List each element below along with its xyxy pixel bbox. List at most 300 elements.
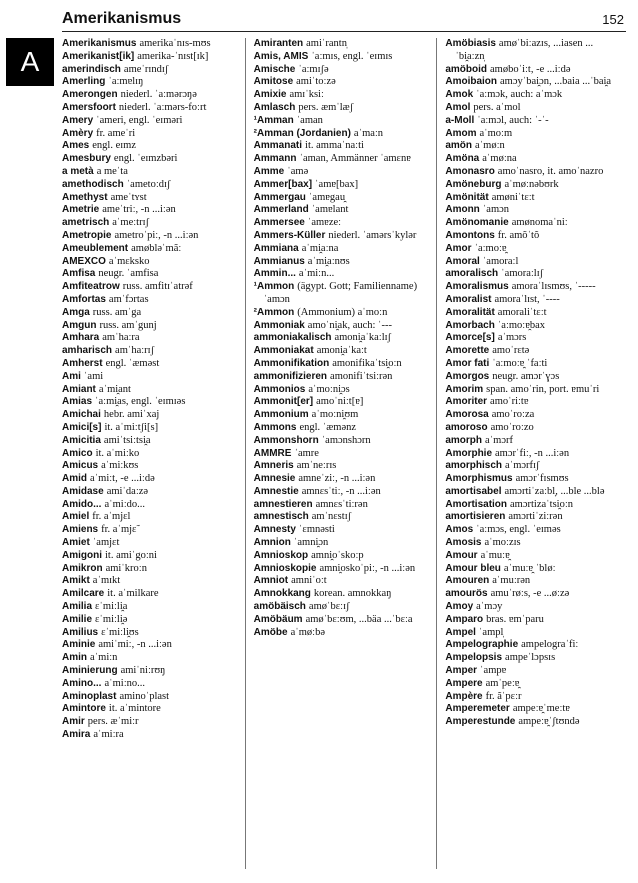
entry-pronunciation: amiˈmiː, -n ...iːən (98, 639, 172, 651)
entry-pronunciation: amoˈriːtɐ (490, 396, 529, 408)
dictionary-entry (62, 550, 239, 563)
dictionary-entry (254, 409, 431, 422)
entry-headword: Amoibaion (445, 76, 498, 88)
entry-pronunciation: aˈmiːt, -e ...iːdə (90, 473, 155, 485)
dictionary-entry (62, 409, 239, 422)
entry-pronunciation: aˈmi̯aːnʊs (307, 255, 350, 267)
entry-headword: Amorbach (445, 319, 495, 331)
dictionary-entry (62, 601, 239, 614)
entry-pronunciation: ˈametoːdɪʃ (126, 178, 171, 190)
entry-headword: Amöneburg (445, 178, 502, 190)
entry-pronunciation: amonifikaˈtsi̯oːn (332, 357, 402, 369)
entry-pronunciation: amoˈrɛtə (492, 345, 530, 357)
entry-headword: Ammiana (253, 242, 299, 254)
entry-pronunciation: amoˈnasro, it. amoˈnazro (497, 165, 604, 177)
entry-headword: Amorim (445, 383, 484, 395)
entry-headword: Amoral (445, 255, 480, 267)
entry-pronunciation: pers. æmˈlæʃ (298, 101, 354, 113)
entry-headword: amnestisch (253, 511, 309, 523)
entry-pronunciation: aˈmiːn... (298, 268, 335, 280)
dictionary-entry (62, 652, 239, 665)
entry-headword: Ampelopsis (445, 652, 503, 664)
entry-pronunciation: amerika-ˈnɪst[ɪk] (137, 50, 209, 62)
entry-headword: Amnesie (253, 473, 296, 485)
dictionary-entry (445, 192, 622, 205)
entry-headword: Aminierung (62, 665, 118, 677)
dictionary-entry (62, 575, 239, 588)
entry-headword: Amortisation (445, 498, 508, 510)
entry-headword: ²Amman (Jordanien) (253, 127, 351, 139)
entry-headword: Amfisa (62, 268, 96, 280)
entry-pronunciation: fr. aˈmjɛl (92, 511, 131, 523)
dictionary-entry (445, 89, 622, 102)
dictionary-entry (254, 64, 431, 77)
entry-headword: Amper (445, 665, 478, 677)
entry-headword: Ammin... (253, 268, 296, 280)
entry-headword: Ametrie (62, 204, 100, 216)
entry-pronunciation: aˈmɪkt (92, 575, 121, 587)
dictionary-entry (254, 435, 431, 448)
entry-pronunciation: aˈmuːɐ̯ (480, 549, 510, 561)
entry-pronunciation: amoˈni̯ak, auch: ˈ--- (307, 319, 393, 331)
dictionary-entry (445, 486, 622, 499)
dictionary-entry (62, 76, 239, 89)
entry-pronunciation: amˈpeːɐ̯ (485, 677, 520, 689)
dictionary-column-2 (245, 38, 437, 869)
entry-pronunciation: ampeːɐ̯ˈʃtʊndə (518, 716, 580, 728)
entry-pronunciation: ˈaːmɔs, engl. ˈeɪməs (476, 524, 561, 536)
dictionary-entry (445, 294, 622, 307)
entry-headword: Amias (62, 396, 93, 408)
entry-headword: Amor (445, 242, 472, 254)
entry-pronunciation: amoraˈlɪsmʊs, ˈ----- (511, 281, 596, 293)
dictionary-entry (445, 614, 622, 627)
dictionary-entry (445, 281, 622, 294)
dictionary-column-3 (436, 38, 628, 869)
entry-pronunciation: it. aˈmintore (108, 703, 161, 715)
dictionary-entry (445, 217, 622, 230)
dictionary-entry (445, 524, 622, 537)
dictionary-entry (254, 473, 431, 486)
dictionary-entry (445, 575, 622, 588)
entry-pronunciation: fr. ãˈpɛːr (485, 690, 522, 702)
entry-headword: Amnion (253, 537, 291, 549)
dictionary-entry (445, 396, 622, 409)
dictionary-entry (254, 76, 431, 89)
entry-headword: Ammonifikation (253, 357, 330, 369)
entry-headword: Amoralist (445, 293, 492, 305)
entry-headword: Amitose (253, 76, 294, 88)
entry-pronunciation: engl. eɪmz (92, 140, 136, 152)
entry-pronunciation: ˈamɐgau̯ (308, 191, 346, 203)
entry-pronunciation: ˈampɐ (480, 665, 507, 677)
dictionary-entry (445, 332, 622, 345)
entry-pronunciation: ˈaːmoːɐ̯ (474, 242, 507, 254)
entry-headword: Amis, AMIS (253, 50, 309, 62)
entry-pronunciation: ampeːɐ̯ˈmeːtɐ (512, 703, 570, 715)
entry-pronunciation: ˈamɐlant (311, 204, 349, 216)
dictionary-entry (254, 166, 431, 179)
entry-pronunciation: ˈaːmɔk, auch: aˈmɔk (476, 89, 563, 101)
running-head: Amerikanismus (62, 10, 182, 27)
entry-pronunciation: amøbləˈmãː (131, 242, 182, 254)
entry-pronunciation: aˈmiːn (90, 652, 118, 664)
dictionary-entry (254, 51, 431, 64)
entry-headword: Ammann (253, 153, 297, 165)
dictionary-entry (62, 511, 239, 524)
dictionary-entry (445, 384, 622, 397)
entry-pronunciation: it. aˈmiːko (95, 447, 140, 459)
dictionary-entry (62, 639, 239, 652)
entry-headword: Ampel (445, 626, 476, 638)
dictionary-entry (62, 460, 239, 473)
entry-pronunciation: ˈamni̯ɔn (293, 537, 329, 549)
entry-headword: Amico (62, 447, 93, 459)
entry-pronunciation: niederl. ˈaːmərɔŋə (120, 89, 197, 101)
dictionary-entry (254, 588, 431, 601)
dictionary-entry (445, 345, 622, 358)
dictionary-entry (62, 268, 239, 281)
entry-pronunciation: amerikaˈnɪs-mʊs (139, 38, 211, 49)
entry-headword: Ampelographie (445, 639, 519, 651)
entry-headword: amön (445, 140, 473, 152)
dictionary-entry (254, 89, 431, 102)
entry-pronunciation: amøniˈtɛːt (491, 191, 535, 203)
entry-pronunciation: amiˈdaːzə (106, 485, 149, 497)
dictionary-entry (445, 448, 622, 461)
entry-headword: ¹Amman (253, 114, 294, 126)
dictionary-entry (254, 358, 431, 371)
entry-headword: Amlasch (253, 101, 296, 113)
entry-headword: Amperestunde (445, 716, 516, 728)
entry-headword: Ameublement (62, 242, 129, 254)
dictionary-entry (62, 294, 239, 307)
entry-headword: ammonifizieren (253, 370, 328, 382)
entry-headword: Amikt (62, 575, 90, 587)
entry-pronunciation: russ. amfitɪˈatrəf (122, 281, 193, 293)
entry-pronunciation: amˈnɛstɪʃ (311, 511, 352, 523)
entry-pronunciation: amonifiˈtsiːrən (330, 370, 393, 382)
entry-headword: Amonasro (445, 165, 495, 177)
entry-pronunciation: engl. ˈeɪmzbəri (113, 153, 178, 165)
entry-headword: Amhara (62, 332, 100, 344)
entry-pronunciation: it. amiˈgoːni (105, 549, 157, 561)
dictionary-entry (445, 64, 622, 77)
entry-pronunciation: ampeˈlɔpsɪs (505, 652, 556, 664)
entry-headword: amorph (445, 434, 483, 446)
entry-headword: Amin (62, 652, 87, 664)
entry-pronunciation: aˈmiːno... (104, 677, 145, 689)
dictionary-entry (445, 511, 622, 524)
dictionary-entry (445, 563, 622, 576)
dictionary-entry (62, 102, 239, 115)
entry-headword: Amici[s] (62, 421, 102, 433)
entry-headword: Ampère (445, 690, 483, 702)
entry-headword: Amgun (62, 319, 97, 331)
dictionary-entry (62, 256, 239, 269)
dictionary-entry (254, 281, 431, 307)
entry-pronunciation: amɔyˈbai̯ɔn, ...baia ...ˈbai̯a (500, 76, 612, 88)
entry-headword: Amparo (445, 613, 484, 625)
entry-pronunciation: fr. amõˈtõ (497, 229, 540, 241)
entry-headword: Amorosa (445, 409, 489, 421)
entry-headword: Amoriter (445, 396, 488, 408)
entry-pronunciation: aˈmiːdo... (104, 498, 145, 510)
entry-pronunciation: ˈaːmɪʃə (298, 63, 329, 75)
entry-pronunciation: amønomaˈniː (511, 217, 568, 229)
entry-headword: Amour bleu (445, 562, 501, 574)
dictionary-entry (62, 153, 239, 166)
dictionary-entry (62, 524, 239, 537)
entry-pronunciation: amni̯oˈskoːp (311, 549, 364, 561)
dictionary-entry (254, 204, 431, 217)
entry-pronunciation: ametroˈpiː, -n ...iːən (114, 229, 199, 241)
dictionary-entry (254, 307, 431, 320)
entry-pronunciation: amiˈniːrʊŋ (120, 665, 166, 677)
entry-pronunciation: ˈampl̩ (478, 626, 504, 638)
letter-thumb-tab: A (6, 38, 54, 86)
entry-headword: Amid (62, 473, 87, 485)
entry-pronunciation: engl. ˈæmənz (299, 421, 357, 433)
entry-pronunciation: (ägypt. Gott; Familienname) ˈamɔn (263, 281, 418, 305)
entry-headword: Amido... (62, 498, 102, 510)
dictionary-entry (445, 179, 622, 192)
dictionary-entry (445, 268, 622, 281)
dictionary-entry (254, 243, 431, 256)
entry-pronunciation: ɛˈmiːli̯ə (95, 613, 128, 625)
entry-pronunciation: amɔrˈfɪsmʊs (515, 473, 569, 485)
entry-pronunciation: fr. ameˈri (96, 127, 136, 139)
entry-pronunciation: ˈamɐ[bax] (315, 178, 359, 190)
entry-pronunciation: a meˈta (96, 165, 128, 177)
entry-pronunciation: aˈmoːni̯ɔs (308, 383, 350, 395)
entry-headword: Amorphismus (445, 473, 513, 485)
entry-pronunciation: aˈmuːɐ̯ ˈbløː (503, 562, 556, 574)
entry-pronunciation: it. ammaˈnaːti (305, 140, 364, 152)
entry-headword: Amnioskop (253, 549, 309, 561)
dictionary-entry (62, 230, 239, 243)
entry-headword: Amerikanist[ik] (62, 50, 135, 62)
entry-pronunciation: amoˈniːt[ɐ] (316, 396, 364, 408)
entry-pronunciation: ampelograˈfiː (521, 639, 579, 651)
entry-headword: amoroso (445, 421, 488, 433)
entry-pronunciation: ameˈrɪndɪʃ (123, 63, 169, 75)
entry-headword: Amiens (62, 524, 99, 536)
dictionary-entry (62, 332, 239, 345)
entry-pronunciation: ˈamre (294, 447, 319, 459)
dictionary-entry (445, 460, 622, 473)
entry-headword: Amiet (62, 537, 90, 549)
entry-headword: Amikron (62, 562, 103, 574)
entry-headword: Amorgos (445, 370, 490, 382)
entry-pronunciation: amɪˈksiː (289, 89, 324, 101)
dictionary-entry (62, 128, 239, 141)
entry-headword: Amönität (445, 191, 489, 203)
entry-pronunciation: niederl. ˈamərsˈkylər (328, 229, 417, 241)
entry-pronunciation: aˈmɔrfɪʃ (505, 460, 540, 472)
entry-headword: Amme (253, 165, 285, 177)
entry-headword: Amintore (62, 703, 106, 715)
entry-headword: ammoniakalisch (253, 332, 332, 344)
entry-headword: AMMRE (253, 447, 292, 459)
entry-pronunciation: engl. ˈæməst (105, 357, 160, 369)
entry-pronunciation: amiˈtoːzə (296, 76, 336, 88)
entry-headword: Amosis (445, 537, 482, 549)
dictionary-entry (254, 268, 431, 281)
entry-headword: amethodisch (62, 178, 124, 190)
entry-headword: Amöbäum (253, 613, 303, 625)
dictionary-entry (254, 627, 431, 640)
entry-pronunciation: ˈaːmi̯as, engl. ˈeɪmɪəs (95, 396, 186, 408)
dictionary-entry (445, 256, 622, 269)
entry-pronunciation: amøˈbɛːɪʃ (308, 601, 350, 613)
dictionary-entry (62, 384, 239, 397)
entry-pronunciation: russ. amˈga (92, 306, 142, 318)
dictionary-entry (254, 511, 431, 524)
entry-headword: Amilie (62, 613, 93, 625)
dictionary-entry (62, 166, 239, 179)
entry-pronunciation: aˈmeːtrɪʃ (112, 217, 149, 229)
entry-pronunciation: aˈmøːna (482, 153, 517, 165)
entry-headword: amortisieren (445, 511, 506, 523)
dictionary-entry (62, 140, 239, 153)
entry-headword: Amönomanie (445, 217, 509, 229)
entry-pronunciation: aˈmɛksko (108, 255, 150, 267)
entry-pronunciation: amiˈrantn̩ (306, 38, 347, 49)
entry-pronunciation: ˈami (83, 370, 104, 382)
dictionary-entry (445, 140, 622, 153)
dictionary-entry (445, 435, 622, 448)
dictionary-entry (62, 396, 239, 409)
dictionary-entry (445, 358, 622, 371)
entry-headword: Amixie (253, 89, 287, 101)
entry-pronunciation: amniˈoːt (291, 575, 327, 587)
dictionary-entry (62, 678, 239, 691)
entry-pronunciation: aminoˈplast (119, 690, 170, 702)
dictionary-entry (62, 448, 239, 461)
entry-pronunciation: pers. æˈmiːr (87, 716, 139, 728)
dictionary-entry (62, 115, 239, 128)
entry-pronunciation: (Ammonium) aˈmoːn (297, 306, 388, 318)
dictionary-entry (254, 614, 431, 627)
entry-headword: Amonn (445, 204, 480, 216)
dictionary-entry (254, 460, 431, 473)
entry-headword: Ammergau (253, 191, 306, 203)
entry-headword: Amiel (62, 511, 90, 523)
dictionary-entry (254, 230, 431, 243)
entry-pronunciation: amøboˈiːt, -e ...iːdə (490, 63, 571, 75)
entry-headword: Amos (445, 524, 474, 536)
entry-pronunciation: amoni̯aˈkaːlɪʃ (334, 332, 392, 344)
page-number: 152 (602, 12, 624, 27)
dictionary-entry (445, 128, 622, 141)
entry-headword: Ammersee (253, 217, 305, 229)
entry-headword: Amoralität (445, 306, 495, 318)
entry-headword: Amicus (62, 460, 99, 472)
entry-headword: a-Moll (445, 114, 475, 126)
dictionary-entry (62, 486, 239, 499)
entry-pronunciation: korean. amnokkaŋ (313, 588, 392, 600)
entry-pronunciation: ˈamoraːl (482, 255, 519, 267)
dictionary-entry (254, 128, 431, 141)
dictionary-entry (445, 665, 622, 678)
entry-headword: amorphisch (445, 460, 503, 472)
entry-pronunciation: amˈhaːra (102, 332, 140, 344)
dictionary-entry (254, 524, 431, 537)
entry-headword: Amorphie (445, 447, 493, 459)
entry-headword: Amichai (62, 409, 101, 421)
dictionary-entry (62, 89, 239, 102)
dictionary-entry (445, 320, 622, 333)
entry-pronunciation: amoraˈlɪst, ˈ---- (494, 293, 560, 305)
dictionary-entry (62, 499, 239, 512)
dictionary-entry (254, 499, 431, 512)
entry-pronunciation: ˈamɔnshɔrn (321, 434, 371, 446)
dictionary-entry (62, 345, 239, 358)
entry-headword: Amesbury (62, 153, 111, 165)
entry-headword: Amöna (445, 153, 480, 165)
entry-pronunciation: aˈmi̯aːna (301, 242, 339, 254)
dictionary-entry (445, 703, 622, 716)
dictionary-entry (445, 76, 622, 89)
entry-pronunciation: ˈaːmoːɐ̯bax (497, 319, 546, 331)
entry-headword: Amigoni (62, 549, 102, 561)
dictionary-entry (62, 64, 239, 77)
dictionary-entry (445, 153, 622, 166)
entry-headword: Amoy (445, 601, 474, 613)
entry-headword: Amino... (62, 677, 102, 689)
entry-pronunciation: amoraliˈtɛːt (497, 306, 547, 318)
entry-headword: Amiant (62, 383, 96, 395)
entry-headword: Amery (62, 114, 94, 126)
dictionary-entry (62, 192, 239, 205)
entry-pronunciation: aˈmɔy (476, 601, 503, 613)
dictionary-entry (62, 665, 239, 678)
entry-pronunciation: ˈamjɛt (92, 537, 120, 549)
entry-pronunciation: ˈaman (296, 114, 323, 126)
dictionary-entry (445, 601, 622, 614)
entry-pronunciation: aˈmaːn (353, 127, 384, 139)
entry-pronunciation: pers. aˈmol (473, 101, 521, 113)
entry-pronunciation: aˈmoːm (479, 127, 513, 139)
entry-pronunciation: aˈmøːbə (290, 626, 325, 638)
entry-pronunciation: aˈmiːra (93, 729, 124, 741)
dictionary-entry (445, 473, 622, 486)
dictionary-entry (254, 371, 431, 384)
entry-pronunciation: aˈmøːn (475, 140, 505, 152)
entry-headword: Amöbiasis (445, 38, 496, 49)
dictionary-entry (254, 345, 431, 358)
dictionary-entry (62, 691, 239, 704)
entry-headword: amerindisch (62, 63, 121, 75)
entry-pronunciation: amˈneːrɪs (296, 460, 337, 472)
dictionary-entry (254, 192, 431, 205)
entry-pronunciation: it. aˈmilkare (107, 588, 159, 600)
entry-headword: Amidase (62, 485, 104, 497)
entry-headword: a metà (62, 165, 94, 177)
dictionary-column-1 (62, 38, 245, 869)
entry-headword: Ametropie (62, 229, 112, 241)
entry-headword: amharisch (62, 345, 113, 357)
entry-pronunciation: amoni̯aˈkaːt (316, 345, 367, 357)
entry-pronunciation: aˈmɔrf (485, 434, 513, 446)
entry-headword: Amniot (253, 575, 289, 587)
entry-headword: Amir (62, 716, 85, 728)
entry-pronunciation: aˈmoːni̯ʊm (311, 409, 359, 421)
entry-headword: Amorce[s] (445, 332, 495, 344)
entry-pronunciation: ˈaːmɪs, engl. ˈeɪmɪs (311, 50, 393, 62)
dictionary-entry (62, 435, 239, 448)
